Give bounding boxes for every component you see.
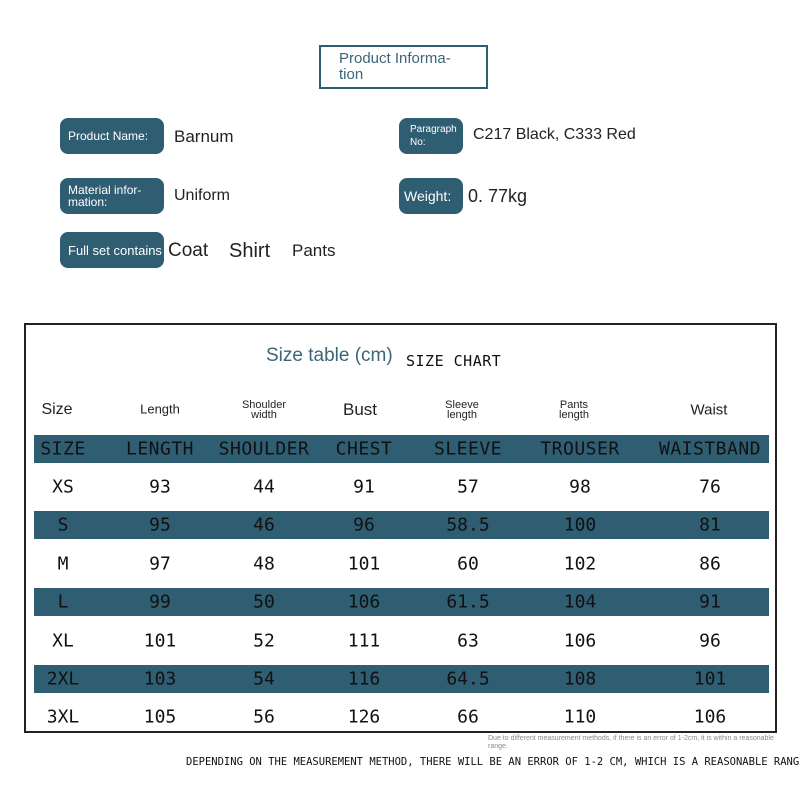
header-sleeve-length: Sleeve length: [445, 399, 479, 421]
table-cell: 110: [563, 706, 597, 728]
table-cell: 64.5: [446, 668, 490, 690]
weight-label-pill: [399, 178, 463, 214]
table-cell: 76: [699, 476, 721, 498]
header-waist: Waist: [690, 401, 728, 419]
table-row-size: L: [57, 591, 69, 613]
table-cell: 101: [143, 630, 177, 652]
full-set-label: Full set contains: [68, 243, 162, 257]
table-cell: 81: [699, 514, 721, 536]
header-bust: Bust: [342, 400, 378, 419]
table-cell: 95: [149, 514, 171, 536]
product-name-value: Barnum: [174, 127, 234, 146]
weight-value: 0. 77kg: [468, 186, 528, 206]
measurement-note: DEPENDING ON THE MEASUREMENT METHOD, THERE WILL BE AN ERROR OF 1-2 CM, WHICH IS A REASONABLE RANG: [186, 756, 800, 768]
table-cell: 96: [353, 514, 375, 536]
product-name-label: Product Name:: [68, 128, 149, 143]
product-name-label-pill: [60, 118, 164, 154]
table-cell: 46: [253, 514, 275, 536]
band-header-waistband: WAISTBAND: [658, 438, 762, 460]
table-cell: 44: [253, 476, 275, 498]
table-cell: 101: [347, 553, 381, 575]
band-header-size: SIZE: [40, 438, 86, 460]
size-table-title: Size table (cm): [266, 345, 393, 366]
band-header-chest: CHEST: [335, 438, 393, 460]
header-pants-length: Pants length: [559, 399, 589, 421]
table-cell: 54: [253, 668, 275, 690]
table-cell: 97: [149, 553, 171, 575]
table-cell: 50: [253, 591, 275, 613]
table-cell: 52: [253, 630, 275, 652]
table-cell: 105: [143, 706, 177, 728]
table-row-size: XS: [52, 476, 74, 498]
table-cell: 91: [699, 591, 721, 613]
table-cell: 102: [563, 553, 597, 575]
table-cell: 63: [457, 630, 479, 652]
table-cell: 61.5: [446, 591, 490, 613]
table-cell: 86: [699, 553, 721, 575]
full-set-label-pill: [60, 232, 164, 268]
measurement-note-small: Due to different measurement methods, if there is an error of 1-2cm, it is within a reasonable range.: [488, 735, 774, 750]
table-cell: 101: [693, 668, 727, 690]
table-cell: 106: [563, 630, 597, 652]
table-cell: 96: [699, 630, 721, 652]
table-row-size: XL: [52, 630, 74, 652]
table-cell: 48: [253, 553, 275, 575]
full-set-item-shirt: Shirt: [229, 240, 271, 262]
table-cell: 100: [563, 514, 597, 536]
full-set-item-pants: Pants: [292, 241, 336, 260]
band-header-trouser: TROUSER: [540, 438, 620, 460]
table-row-band: [34, 511, 769, 539]
size-table: [24, 323, 777, 733]
product-info-title-box: [319, 45, 488, 89]
size-chart-label: SIZE CHART: [406, 352, 502, 370]
table-cell: 111: [347, 630, 381, 652]
material-value: Uniform: [174, 187, 231, 204]
header-length: Length: [140, 401, 180, 417]
full-set-item-coat: Coat: [168, 240, 209, 261]
product-info-title: Product Informa-tion: [339, 50, 451, 83]
header-shoulder-width: Shoulder width: [241, 399, 287, 421]
table-cell: 99: [149, 591, 171, 613]
table-row-size: S: [57, 514, 69, 536]
table-cell: 103: [143, 668, 177, 690]
band-header-shoulder: SHOULDER: [218, 438, 310, 460]
table-row-size: M: [57, 553, 69, 575]
table-cell: 56: [253, 706, 275, 728]
band-header-sleeve: SLEEVE: [433, 438, 503, 460]
table-cell: 91: [353, 476, 375, 498]
paragraph-no-label: Paragraph No:: [410, 124, 457, 148]
table-cell: 57: [457, 476, 479, 498]
table-cell: 126: [347, 706, 381, 728]
table-row-size: 2XL: [46, 668, 80, 690]
band-header-length: LENGTH: [125, 438, 195, 460]
paragraph-no-value: C217 Black, C333 Red: [473, 126, 636, 143]
material-label: Material infor-mation:: [68, 183, 142, 209]
table-cell: 106: [347, 591, 381, 613]
table-cell: 116: [347, 668, 381, 690]
table-cell: 98: [569, 476, 591, 498]
weight-label: Weight:: [404, 187, 452, 204]
table-cell: 66: [457, 706, 479, 728]
material-label-pill: [60, 178, 164, 214]
table-cell: 58.5: [446, 514, 490, 536]
paragraph-no-label-pill: [399, 118, 463, 154]
header-size: Size: [41, 401, 73, 418]
table-row-band: [34, 588, 769, 616]
table-row-size: 3XL: [46, 706, 80, 728]
table-cell: 104: [563, 591, 597, 613]
table-cell: 60: [457, 553, 479, 575]
table-cell: 106: [693, 706, 727, 728]
table-cell: 93: [149, 476, 171, 498]
table-cell: 108: [563, 668, 597, 690]
